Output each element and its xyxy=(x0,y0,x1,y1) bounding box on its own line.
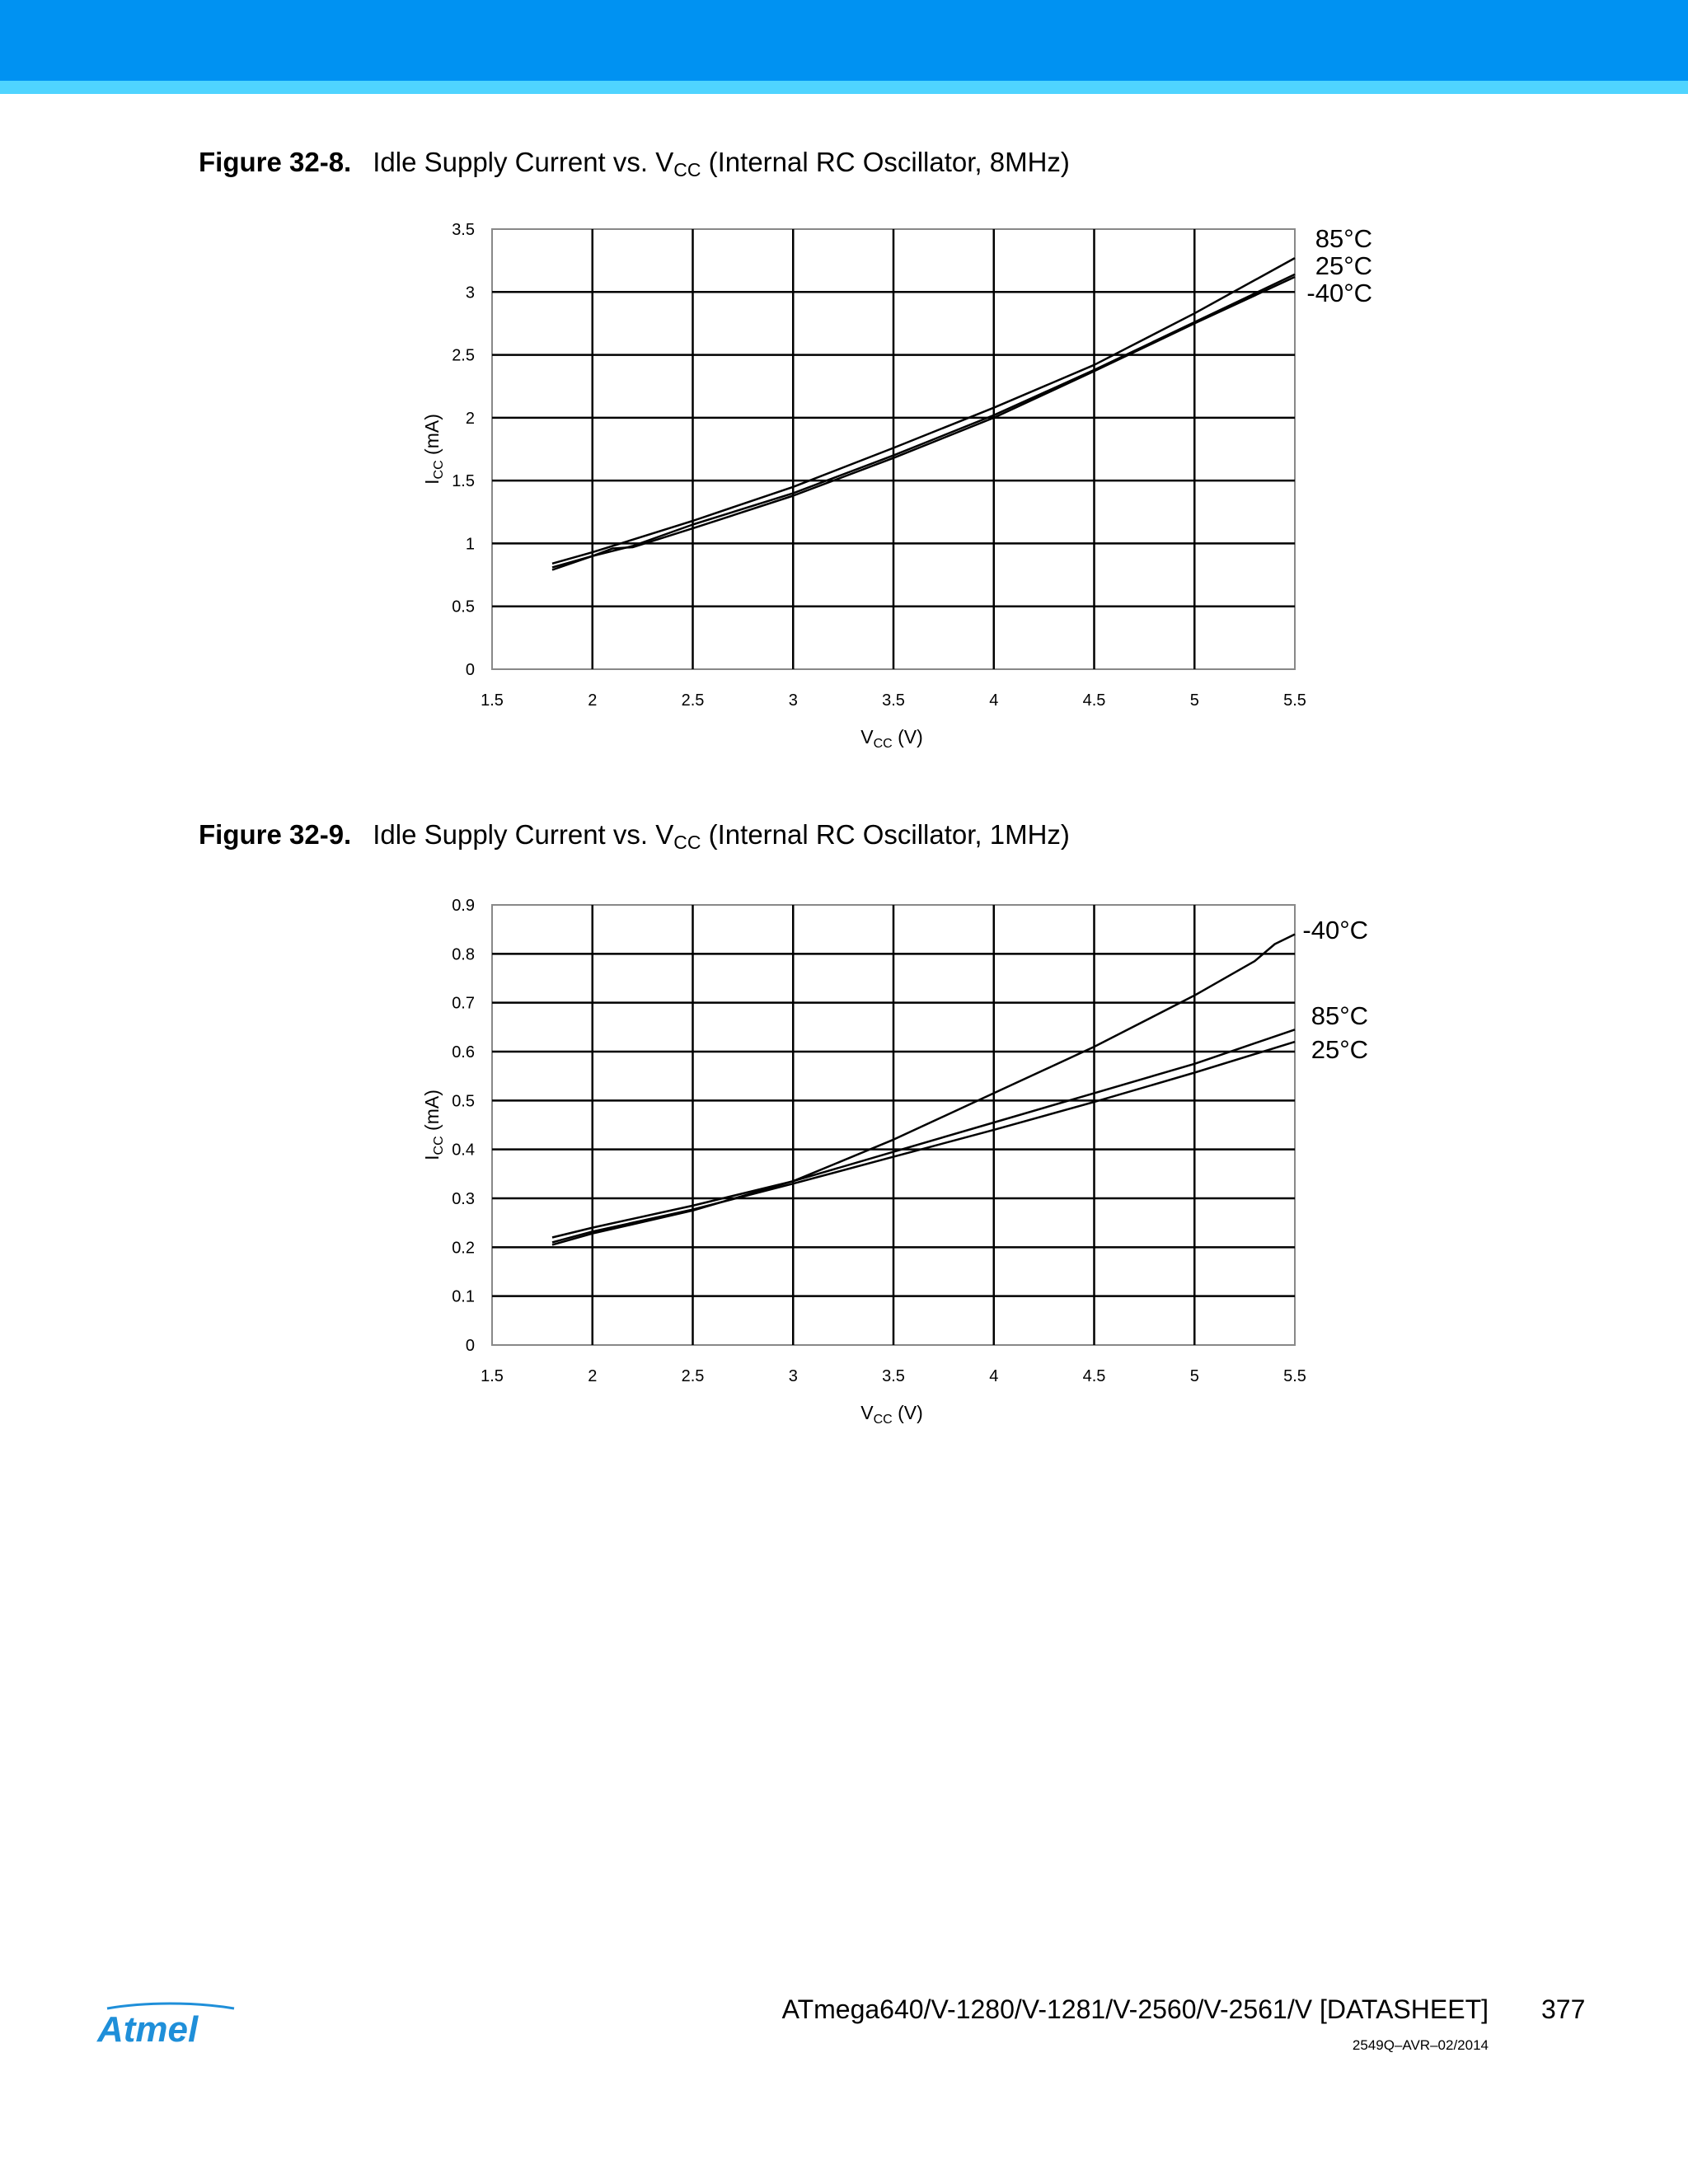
chart-8mhz xyxy=(0,206,1688,766)
y-tick-label: 0.4 xyxy=(452,1141,475,1160)
x-tick-label: 4.5 xyxy=(1082,1367,1106,1385)
tick-labels xyxy=(452,897,1306,1385)
figure-caption-1 xyxy=(199,147,1070,181)
figure-title: Idle Supply Current vs. $V_{CC}$ (Internal RC Oscillator, 8MHz) xyxy=(373,147,1070,180)
legend-label-85c: 85°C xyxy=(1311,1001,1368,1030)
figure-caption-2 xyxy=(199,819,1070,854)
series-lines xyxy=(552,258,1295,569)
series-line-85c xyxy=(552,258,1295,564)
x-tick-label: 3 xyxy=(788,691,798,710)
x-tick-label: 4 xyxy=(989,1367,999,1385)
y-tick-label: 0.1 xyxy=(452,1287,475,1306)
x-tick-label: 1.5 xyxy=(481,1367,504,1385)
y-tick-label: 1.5 xyxy=(452,472,475,491)
x-tick-label: 2 xyxy=(588,691,598,710)
y-tick-label: 0.9 xyxy=(452,897,475,915)
x-tick-label: 1.5 xyxy=(481,691,504,710)
x-tick-label: 3.5 xyxy=(882,691,905,710)
y-tick-label: 0.5 xyxy=(452,1092,475,1111)
svg-text:Atmel: Atmel xyxy=(97,2009,199,2048)
x-tick-label: 3 xyxy=(788,1367,798,1385)
legend-label-85c: 85°C xyxy=(1315,224,1372,253)
x-tick-label: 5.5 xyxy=(1283,691,1306,710)
x-tick-label: 5 xyxy=(1189,691,1199,710)
y-tick-label: 0.3 xyxy=(452,1190,475,1208)
legend-label-minus40c: -40°C xyxy=(1306,279,1372,307)
atmel-logo xyxy=(96,1999,240,2048)
series-line-85c xyxy=(552,1029,1295,1237)
x-tick-label: 4 xyxy=(989,691,999,710)
y-tick-label: 1 xyxy=(465,535,475,554)
legend xyxy=(1306,224,1372,307)
y-tick-label: 2 xyxy=(465,409,475,428)
y-tick-label: 2.5 xyxy=(452,346,475,365)
doc-code: 2549Q–AVR–02/2014 xyxy=(1352,2037,1489,2053)
x-axis-label: $V_{CC}$ (V) xyxy=(860,726,923,751)
y-tick-label: 0.8 xyxy=(452,945,475,964)
legend-label-25c: 25°C xyxy=(1315,251,1372,280)
y-tick-label: 0.7 xyxy=(452,994,475,1013)
figure-number: Figure 32-9. xyxy=(199,819,352,850)
y-tick-label: 3 xyxy=(465,284,475,302)
tick-labels xyxy=(452,221,1306,710)
x-tick-label: 4.5 xyxy=(1082,691,1106,710)
x-tick-label: 2.5 xyxy=(681,691,705,710)
page-number: 377 xyxy=(1541,1994,1586,2024)
figure-number: Figure 32-8. xyxy=(199,147,352,177)
legend-label-25c: 25°C xyxy=(1311,1035,1368,1064)
y-axis-label: $I_{CC}$ (mA) xyxy=(421,414,446,485)
series-line-minus40c xyxy=(552,277,1295,570)
x-tick-label: 5 xyxy=(1189,1367,1199,1385)
x-tick-label: 3.5 xyxy=(882,1367,905,1385)
grid-lines xyxy=(492,229,1295,669)
legend xyxy=(1302,916,1368,1064)
y-tick-label: 0 xyxy=(465,661,475,679)
figure-title: Idle Supply Current vs. $V_{CC}$ (Internal RC Oscillator, 1MHz) xyxy=(373,819,1070,853)
x-tick-label: 5.5 xyxy=(1283,1367,1306,1385)
y-tick-label: 0 xyxy=(465,1337,475,1355)
grid-lines xyxy=(492,905,1295,1345)
y-tick-label: 0.6 xyxy=(452,1043,475,1062)
x-tick-label: 2.5 xyxy=(681,1367,705,1385)
header-accent-bar xyxy=(0,81,1688,94)
y-tick-label: 3.5 xyxy=(452,221,475,239)
x-axis-label: $V_{CC}$ (V) xyxy=(860,1402,923,1427)
y-tick-label: 0.2 xyxy=(452,1239,475,1258)
chart-1mhz xyxy=(0,882,1688,1442)
footer-doc-title: ATmega640/V-1280/V-1281/V-2560/V-2561/V [DATASHEET] xyxy=(781,1994,1489,2024)
y-tick-label: 0.5 xyxy=(452,598,475,616)
header-bar xyxy=(0,0,1688,81)
legend-label-minus40c: -40°C xyxy=(1302,916,1368,944)
x-tick-label: 2 xyxy=(588,1367,598,1385)
y-axis-label: $I_{CC}$ (mA) xyxy=(421,1090,446,1160)
